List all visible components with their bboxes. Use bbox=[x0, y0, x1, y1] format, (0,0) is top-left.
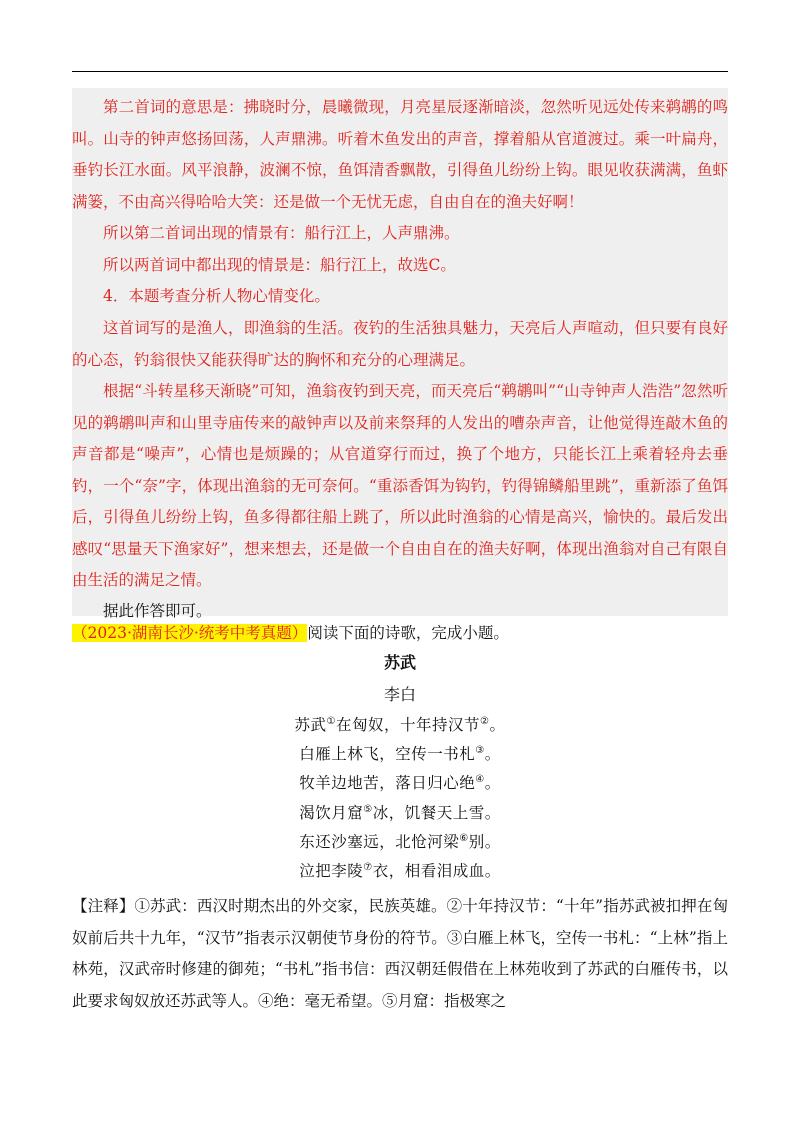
question-instruction: 阅读下面的诗歌，完成小题。 bbox=[307, 624, 509, 642]
poem-author: 李白 bbox=[383, 685, 416, 704]
header-rule bbox=[72, 71, 728, 72]
footnote-marker: ① bbox=[326, 715, 336, 727]
poem-line: 渴饮月窟⑤冰，饥餐天上雪。 bbox=[299, 803, 501, 822]
footnote-marker: ③ bbox=[475, 744, 485, 756]
poem-line: 牧羊边地苦，落日归心绝④。 bbox=[299, 773, 501, 792]
answer-paragraph-analysis: 根据“斗转星移天渐晓”可知，渔翁夜钓到天亮，而天亮后“鹈鹕叫”“山寺钟声人浩浩”忽然听见的鹈鹕叫声和山里寺庙传来的敲钟声以及前来祭拜的人发出的嘈杂声音，让他觉得连敲木鱼的声音都是“噪声”，心情也是烦躁的；从官道穿行而过，换了个地方，只能长江上乘着轻舟去垂钓，一个“奈”字，体现出渔翁的无可奈何。“重添香饵为钩钓，钓得锦鳞船里跳”，重新添了鱼饵后，引得鱼儿纷纷上钩，鱼多得都往船上跳了，所以此时渔翁的心情是高兴，愉快的。最后发出感叹“思量天下渔家好”，想来想去，还是做一个自由自在的渔夫好啊，体现出渔翁对自己有限自由生活的满足之情。 bbox=[72, 382, 728, 589]
poem-line: 东还沙塞远，北怆河梁⑥别。 bbox=[299, 832, 501, 851]
footnote-marker: ⑥ bbox=[459, 832, 469, 844]
poem-line: 苏武①在匈奴，十年持汉节②。 bbox=[294, 715, 506, 734]
poem-line: 泣把李陵⑦衣，相看泪成血。 bbox=[299, 861, 501, 880]
answer-paragraph-scenes-second: 所以第二首词出现的情景有：船行江上，人声鼎沸。 bbox=[103, 224, 460, 242]
footnote-marker: ② bbox=[480, 715, 490, 727]
poem-annotations: 【注释】①苏武：西汉时期杰出的外交家，民族英雄。②十年持汉节：“十年”指苏武被扣押在匈奴前后共十九年，“汉节”指表示汉朝使节身份的符节。③白雁上林飞，空传一书札：“上林”指上林苑，汉武帝时修建的御苑；“书札”指书信：西汉朝廷假借在上林苑收到了苏武的白雁传书，以此要求匈奴放还苏武等人。④绝：毫无希望。⑤月窟：指极寒之 bbox=[72, 897, 728, 1010]
answer-paragraph-conclusion: 据此作答即可。 bbox=[103, 602, 212, 620]
footnote-marker: ④ bbox=[475, 773, 485, 785]
footnote-marker: ⑤ bbox=[363, 803, 373, 815]
poem-title: 苏武 bbox=[383, 653, 416, 672]
answer-paragraph-summary: 这首词写的是渔人，即渔翁的生活。夜钓的生活独具魅力，天亮后人声喧动，但只要有良好的心态，钓翁很快又能获得旷达的胸怀和充分的心理满足。 bbox=[72, 319, 728, 369]
footnote-marker: ⑦ bbox=[363, 861, 373, 873]
source-tag-highlight: （2023·湖南长沙·统考中考真题） bbox=[72, 624, 308, 642]
answer-paragraph-shared-scene: 所以两首词中都出现的情景是：船行江上，故选C。 bbox=[103, 256, 456, 274]
answer-paragraph-translation: 第二首词的意思是：拂晓时分，晨曦微现，月亮星辰逐渐暗淡，忽然听见远处传来鹈鹕的鸣叫。山寺的钟声悠扬回荡，人声鼎沸。听着木鱼发出的声音，撑着船从官道渡过。乘一叶扁舟，垂钓长江水面。风平浪静，波澜不惊，鱼饵清香飘散，引得鱼儿纷纷上钩。眼见收获满满，鱼虾满篓，不由高兴得哈哈大笑：还是做一个无忧无虑，自由自在的渔夫好啊！ bbox=[72, 98, 728, 211]
answer-paragraph-q4-heading: 4．本题考查分析人物心情变化。 bbox=[103, 287, 330, 305]
question-intro bbox=[72, 619, 728, 647]
poem-line: 白雁上林飞，空传一书札③。 bbox=[299, 744, 501, 763]
